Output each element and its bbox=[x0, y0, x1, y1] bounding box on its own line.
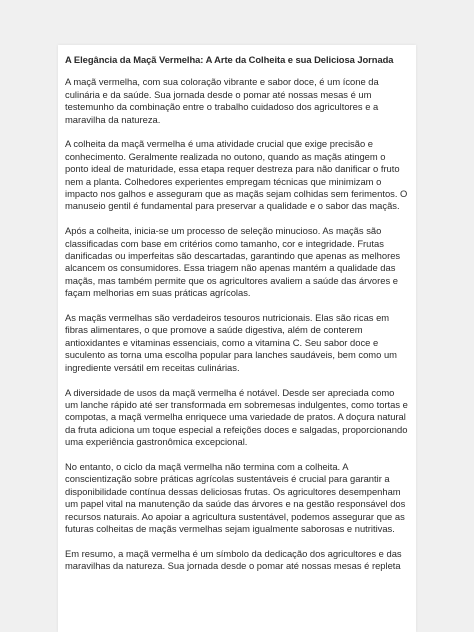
paragraph-sustainability: No entanto, o ciclo da maçã vermelha não termina com a colheita. A conscientização sobre práticas agrícolas sustentáveis é crucial para garantir a disponibilidade contínua dessas deliciosas frutas. Os agricultores desempenham um papel vital na manutenção da saúde das árvores e na gestão responsável dos recursos naturais. Ao apoiar a agricultura sustentável, podemos assegurar que as futuras colheitas de maçãs vermelhas sejam igualmente saborosas e nutritivas. bbox=[65, 460, 406, 534]
paragraph-summary: Em resumo, a maçã vermelha é um símbolo da dedicação dos agricultores e das maravilhas da natureza. Sua jornada desde o pomar até nossas mesas é repleta bbox=[65, 547, 402, 572]
paragraph-nutrition: As maçãs vermelhas são verdadeiros tesouros nutricionais. Elas são ricas em fibras alimentares, o que promove a saúde digestiva, além de conterem antioxidantes e vitaminas essenciais, como a vitamina C. Seu sabor doce e suculento as torna uma escolha popular para lanches saudáveis, bem como um ingrediente versátil em receitas culinárias. bbox=[65, 312, 397, 373]
document-page bbox=[58, 45, 416, 632]
paragraph-uses: A diversidade de usos da maçã vermelha é notável. Desde ser apreciada como um lanche rápido até ser transformada em sobremesas indulgentes, como tortas e compotas, a maçã vermelha enriquece uma variedade de pratos. A doçura natural da fruta adiciona um toque especial a refeições doces e salgadas, proporcionando uma experiência gastronômica excepcional. bbox=[65, 386, 408, 448]
document-body bbox=[65, 54, 409, 585]
paragraph-harvest: A colheita da maçã vermelha é uma atividade crucial que exige precisão e conhecimento. Geralmente realizada no outono, quando as maçãs atingem o ponto ideal de maturidade, essa etapa requer destreza para não danificar o fruto nem a planta. Colhedores experientes empregam técnicas que minimizam o impacto nos galhos e asseguram que as maçãs sejam colhidas sem ferimentos. O manuseio gentil é fundamental para preservar a qualidade e o sabor das maçãs. bbox=[65, 138, 408, 212]
paragraph-intro: A maçã vermelha, com sua coloração vibrante e sabor doce, é um ícone da culinária e da saúde. Sua jornada desde o pomar até nossas mesas é um testemunho da combinação entre o trabalho cuidadoso dos agricultores e a maravilha da natureza. bbox=[65, 76, 379, 125]
document-title: A Elegância da Maçã Vermelha: A Arte da Colheita e sua Deliciosa Jornada bbox=[65, 54, 394, 65]
paragraph-selection: Após a colheita, inicia-se um processo de seleção minucioso. As maçãs são classificadas com base em critérios como tamanho, cor e integridade. Frutas danificadas ou imperfeitas são descartadas, garantindo que apenas as melhores alcancem os consumidores. Essa triagem não apenas mantém a qualidade das maçãs, mas também permite que os agricultores avaliem a saúde das árvores e façam melhorias em suas práticas agrícolas. bbox=[65, 225, 401, 299]
